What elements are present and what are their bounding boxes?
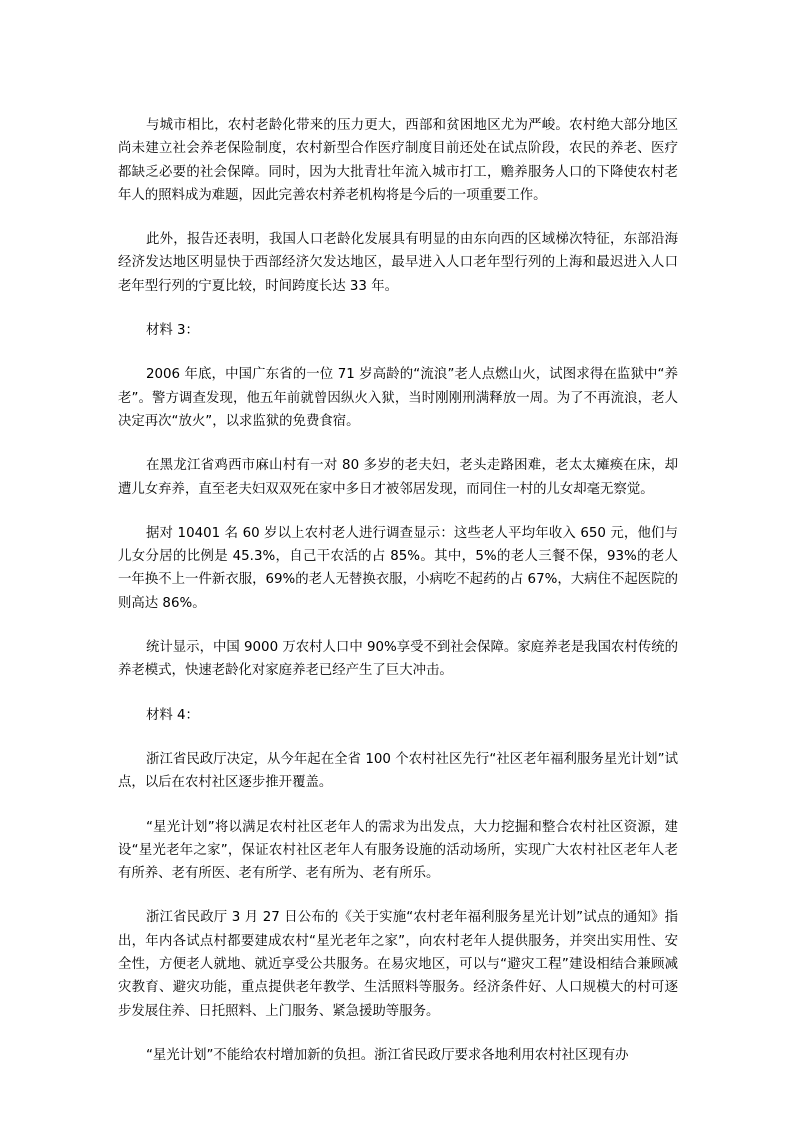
paragraph-heilongjiang-case: 在黑龙江省鸡西市麻山村有一对 80 多岁的老夫妇，老头走路困难，老太太瘫痪在床，却遭儿女弃养，直至老夫妇双双死在家中多日才被邻居发现，而同住一村的儿女却毫无察觉。 <box>118 458 678 497</box>
paragraph-regional-gradient: 此外，报告还表明，我国人口老龄化发展具有明显的由东向西的区域梯次特征，东部沿海经济发达地区明显快于西部经济欠发达地区，最早进入人口老年型行列的上海和最迟进入人口老年型行列的宁夏比较，时间跨度长达 33 年。 <box>118 232 678 294</box>
section-heading-material-4: 材料 4： <box>146 707 199 723</box>
paragraph-notice-details: 浙江省民政厅 3 月 27 日公布的《关于实施“农村老年福利服务星光计划”试点的通知》指出，年内各试点村都要建成农村“星光老年之家”，向农村老年人提供服务，并突出实用性、安全性，方便老人就地、就近享受公共服务。在易灾地区，可以与“避灾工程”建设相结合兼顾减灾教育、避灾功能，重点提供老年教学、生活照料等服务。经济条件好、人口规模大的村可逐步发展住养、日托照料、上门服务、紧急援助等服务。 <box>118 910 678 1019</box>
document-body <box>118 114 678 1067</box>
paragraph-rural-aging-pressure: 与城市相比，农村老龄化带来的压力更大，西部和贫困地区尤为严峻。农村绝大部分地区尚未建立社会养老保险制度，农村新型合作医疗制度目前还处在试点阶段，农民的养老、医疗都缺乏必要的社会保障。同时，因为大批青壮年流入城市打工，赡养服务人口的下降使农村老年人的照料成为难题，因此完善农村养老机构将是今后的一项重要工作。 <box>118 118 678 203</box>
paragraph-survey-statistics: 据对 10401 名 60 岁以上农村老人进行调查显示：这些老人平均年收入 650 元，他们与儿女分居的比例是 45.3%，自己干农活的占 85%。其中，5%的老人三餐不保，93%的老人一年换不上一件新衣服，69%的老人无替换衣服，小病吃不起药的占 67%，大病住不起医院的则高达 86%。 <box>118 525 678 611</box>
paragraph-starlight-plan: “星光计划”将以满足农村社区老年人的需求为出发点，大力挖掘和整合农村社区资源，建设“星光老年之家”，保证农村社区老年人有服务设施的活动场所，实现广大农村社区老年人老有所养、老有所医、老有所学、老有所为、老有所乐。 <box>118 819 678 882</box>
paragraph-zhejiang-decision: 浙江省民政厅决定，从今年起在全省 100 个农村社区先行“社区老年福利服务星光计划”试点，以后在农村社区逐步推开覆盖。 <box>118 751 678 791</box>
paragraph-no-new-burden: “星光计划”不能给农村增加新的负担。浙江省民政厅要求各地利用农村社区现有办 <box>146 1047 629 1063</box>
section-heading-material-3: 材料 3： <box>146 323 199 339</box>
paragraph-social-security-statistics: 统计显示，中国 9000 万农村人口中 90%享受不到社会保障。家庭养老是我国农村传统的养老模式，快速老龄化对家庭养老已经产生了巨大冲击。 <box>118 640 678 679</box>
paragraph-guangdong-case: 2006 年底，中国广东省的一位 71 岁高龄的“流浪”老人点燃山火，试图求得在监狱中“养老”。警方调查发现，他五年前就曾因纵火入狱，当时刚刚刑满释放一周。为了不再流浪，老人决定再次“放火”，以求监狱的免费食宿。 <box>118 367 678 429</box>
